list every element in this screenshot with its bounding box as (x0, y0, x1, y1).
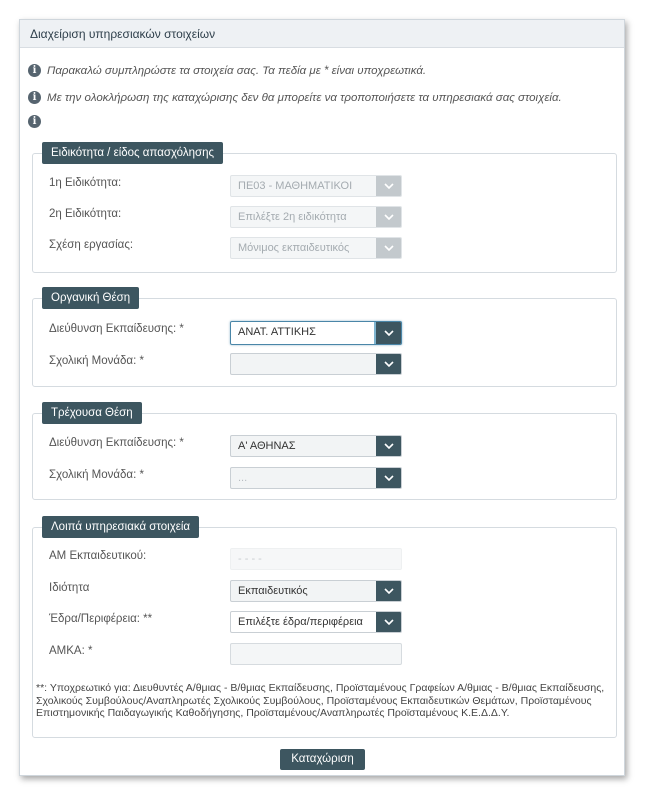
first-specialty-select (230, 175, 402, 197)
info-empty (28, 115, 47, 128)
current-position-legend: Τρέχουσα Θέση (42, 402, 142, 424)
chevron-down-icon (376, 175, 402, 197)
panel-title: Διαχείριση υπηρεσιακών στοιχείων (20, 20, 624, 48)
chevron-down-icon (376, 206, 402, 228)
info-text-no-edit: Με την ολοκλήρωση της καταχώρισης δεν θα μπορείτε να τροποποιήσετε τα υπηρεσιακά σας στοιχεία. (47, 91, 562, 104)
chevron-down-icon[interactable] (376, 435, 402, 457)
work-relation-label: Σχέση εργασίας: (49, 239, 134, 251)
second-specialty-select (230, 206, 402, 228)
organic-directorate-select[interactable] (230, 321, 402, 345)
organic-directorate-label: Διεύθυνση Εκπαίδευσης: * (49, 323, 184, 335)
info-icon: i (28, 115, 41, 128)
current-directorate-value: Α' ΑΘΗΝΑΣ (238, 440, 296, 452)
organic-position-section (32, 292, 617, 387)
organic-directorate-value: ΑΝΑΤ. ΑΤΤΙΚΗΣ (238, 326, 316, 338)
chevron-down-icon[interactable] (376, 467, 402, 489)
current-directorate-select[interactable] (230, 435, 402, 457)
chevron-down-icon (376, 237, 402, 259)
chevron-down-icon[interactable] (376, 580, 402, 602)
amka-input[interactable] (230, 643, 402, 665)
am-label: ΑΜ Εκπαιδευτικού: (49, 550, 147, 562)
seat-value: Επιλέξτε έδρα/περιφέρεια (238, 616, 363, 628)
amka-label: ΑΜΚΑ: * (49, 645, 93, 657)
current-position-section (32, 407, 617, 500)
info-icon: i (28, 91, 41, 104)
seat-label: Έδρα/Περιφέρεια: ** (49, 613, 153, 625)
chevron-down-icon[interactable] (376, 321, 402, 345)
capacity-label: Ιδιότητα (49, 582, 90, 594)
second-specialty-value: Επιλέξτε 2η ειδικότητα (238, 211, 347, 223)
current-school-value: ... (238, 472, 248, 484)
seat-select[interactable] (230, 611, 402, 633)
chevron-down-icon[interactable] (376, 611, 402, 633)
specialty-legend: Ειδικότητα / είδος απασχόλησης (42, 142, 223, 164)
capacity-select[interactable] (230, 580, 402, 602)
info-no-edit (28, 91, 562, 104)
other-details-legend: Λοιπά υπηρεσιακά στοιχεία (42, 516, 199, 538)
current-school-label: Σχολική Μονάδα: * (49, 469, 144, 481)
info-required-fields (28, 64, 426, 77)
organic-school-label: Σχολική Μονάδα: * (49, 355, 144, 367)
specialty-section (32, 147, 617, 273)
info-icon: i (28, 64, 41, 77)
second-specialty-label: 2η Ειδικότητα: (49, 208, 122, 220)
work-relation-value: Μόνιμος εκπαιδευτικός (238, 242, 350, 254)
chevron-down-icon[interactable] (376, 353, 402, 375)
organic-position-legend: Οργανική Θέση (42, 287, 139, 309)
current-directorate-label: Διεύθυνση Εκπαίδευσης: * (49, 437, 184, 449)
am-field: - - - - (230, 548, 402, 570)
first-specialty-value: ΠΕ03 - ΜΑΘΗΜΑΤΙΚΟΙ (238, 180, 353, 192)
submit-button[interactable]: Καταχώριση (280, 749, 365, 770)
service-details-panel (19, 19, 625, 776)
capacity-value: Εκπαιδευτικός (238, 585, 308, 597)
organic-school-select[interactable] (230, 353, 402, 375)
work-relation-select (230, 237, 402, 259)
footnote-required-roles: **: Υποχρεωτικό για: Διευθυντές Α/θμιας - Β/θμιας Εκπαίδευσης, Προϊσταμένους Γραφείων Α/θμιας - Β/θμιας Εκπαίδευσης, Σχολικούς Συμβούλους/Αναπληρωτές Σχολικούς Συμβούλους, Προϊσταμένους Εκπαιδευτικών Θεμάτων, Προϊσταμένους Επιστημονικής Παιδαγωγικής Καθοδήγησης, Προϊσταμένους/Αναπληρωτές Προϊσταμένους Κ.Ε.Δ.Δ.Υ. (36, 682, 605, 719)
current-school-select[interactable] (230, 467, 402, 489)
info-text-required: Παρακαλώ συμπληρώστε τα στοιχεία σας. Τα πεδία με * είναι υποχρεωτικά. (47, 64, 427, 77)
first-specialty-label: 1η Ειδικότητα: (49, 177, 122, 189)
